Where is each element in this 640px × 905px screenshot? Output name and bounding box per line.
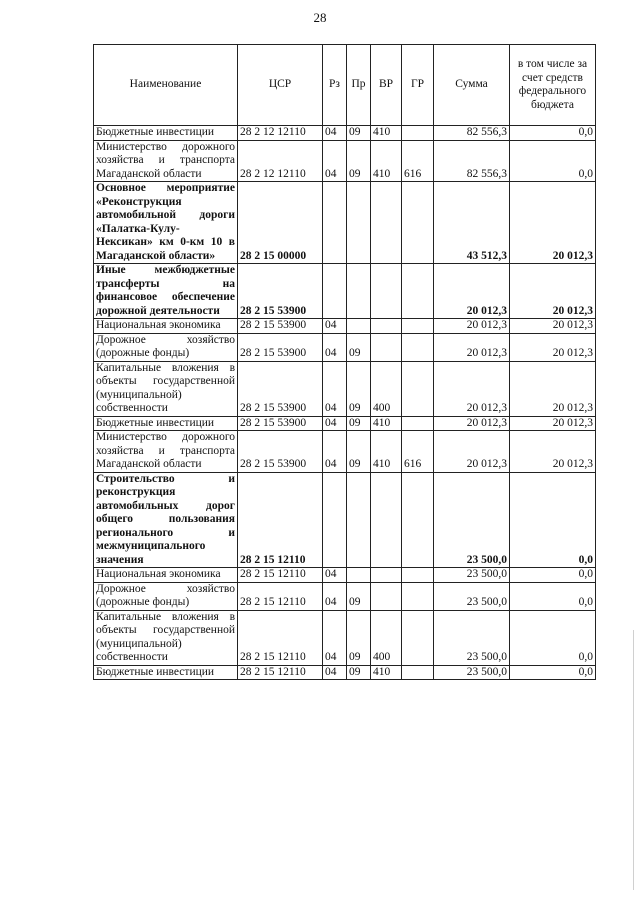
cell-csr: 28 2 15 12110 [238,472,323,568]
header-name: Наименование [94,45,238,126]
cell-gr [402,665,434,680]
cell-rz: 04 [323,416,347,431]
header-sum: Сумма [434,45,510,126]
header-gr: ГР [402,45,434,126]
cell-federal: 0,0 [510,582,596,610]
cell-rz: 04 [323,665,347,680]
cell-csr: 28 2 15 53900 [238,431,323,473]
header-vr: ВР [371,45,402,126]
cell-federal: 0,0 [510,140,596,182]
cell-federal: 0,0 [510,665,596,680]
cell-gr [402,582,434,610]
cell-sum: 20 012,3 [434,264,510,319]
cell-sum: 20 012,3 [434,416,510,431]
cell-csr: 28 2 15 53900 [238,361,323,416]
header-rz: Рз [323,45,347,126]
table-row [94,126,596,141]
cell-csr: 28 2 15 12110 [238,610,323,665]
cell-csr: 28 2 15 53900 [238,264,323,319]
cell-name: Министерство дорожного хозяйства и транспорта Магаданской области [94,431,238,473]
header-pr: Пр [347,45,371,126]
table-row [94,665,596,680]
cell-name: Дорожное хозяйство (дорожные фонды) [94,582,238,610]
cell-pr [347,568,371,583]
cell-rz: 04 [323,568,347,583]
cell-federal: 20 012,3 [510,361,596,416]
cell-pr: 09 [347,333,371,361]
table-row [94,319,596,334]
cell-sum: 20 012,3 [434,431,510,473]
cell-rz [323,472,347,568]
budget-table [93,44,596,680]
cell-csr: 28 2 15 00000 [238,182,323,264]
header-row [94,45,596,126]
cell-rz: 04 [323,140,347,182]
cell-name: Капитальные вложения в объекты государственной (муниципальной) собственности [94,610,238,665]
cell-federal: 20 012,3 [510,333,596,361]
cell-sum: 82 556,3 [434,140,510,182]
cell-csr: 28 2 12 12110 [238,140,323,182]
cell-federal: 20 012,3 [510,319,596,334]
cell-name: Строительство и реконструкция автомобильных дорог общего пользования регионального и межмуниципального значения [94,472,238,568]
cell-rz: 04 [323,333,347,361]
table-row [94,472,596,568]
cell-vr: 410 [371,126,402,141]
cell-rz [323,182,347,264]
cell-vr: 400 [371,361,402,416]
cell-federal: 0,0 [510,610,596,665]
cell-sum: 23 500,0 [434,610,510,665]
cell-csr: 28 2 15 12110 [238,582,323,610]
cell-pr [347,264,371,319]
cell-federal: 0,0 [510,472,596,568]
cell-pr [347,472,371,568]
cell-pr: 09 [347,361,371,416]
cell-vr [371,333,402,361]
cell-sum: 43 512,3 [434,182,510,264]
cell-sum: 23 500,0 [434,472,510,568]
cell-federal: 0,0 [510,568,596,583]
table-row [94,568,596,583]
cell-name: Национальная экономика [94,319,238,334]
cell-csr: 28 2 15 12110 [238,568,323,583]
cell-name: Бюджетные инвестиции [94,665,238,680]
cell-vr [371,472,402,568]
cell-csr: 28 2 15 12110 [238,665,323,680]
cell-name: Дорожное хозяйство (дорожные фонды) [94,333,238,361]
cell-rz: 04 [323,610,347,665]
header-federal: в том числе за счет средств федерального бюджета [510,45,596,126]
cell-vr [371,568,402,583]
cell-pr: 09 [347,582,371,610]
cell-csr: 28 2 15 53900 [238,416,323,431]
cell-vr [371,182,402,264]
cell-csr: 28 2 15 53900 [238,319,323,334]
cell-gr [402,333,434,361]
table-row [94,431,596,473]
cell-gr: 616 [402,431,434,473]
cell-gr: 616 [402,140,434,182]
cell-name: Бюджетные инвестиции [94,126,238,141]
cell-sum: 20 012,3 [434,361,510,416]
cell-gr [402,416,434,431]
header-csr: ЦСР [238,45,323,126]
cell-sum: 23 500,0 [434,665,510,680]
table-row [94,610,596,665]
page-number: 28 [313,10,327,25]
cell-sum: 23 500,0 [434,568,510,583]
table-row [94,140,596,182]
cell-pr: 09 [347,610,371,665]
cell-gr [402,568,434,583]
cell-rz: 04 [323,361,347,416]
cell-vr: 410 [371,431,402,473]
cell-rz: 04 [323,431,347,473]
cell-vr: 410 [371,665,402,680]
cell-rz: 04 [323,582,347,610]
cell-gr [402,319,434,334]
cell-pr [347,319,371,334]
cell-sum: 20 012,3 [434,333,510,361]
cell-vr [371,264,402,319]
cell-federal: 20 012,3 [510,416,596,431]
cell-vr: 410 [371,140,402,182]
cell-vr: 410 [371,416,402,431]
table-row [94,264,596,319]
cell-federal: 20 012,3 [510,264,596,319]
cell-name: Министерство дорожного хозяйства и транспорта Магаданской области [94,140,238,182]
cell-sum: 82 556,3 [434,126,510,141]
scan-edge-line [633,630,634,890]
cell-sum: 20 012,3 [434,319,510,334]
cell-csr: 28 2 15 53900 [238,333,323,361]
cell-gr [402,182,434,264]
cell-federal: 20 012,3 [510,431,596,473]
cell-pr: 09 [347,140,371,182]
cell-pr: 09 [347,416,371,431]
table-row [94,182,596,264]
table-row [94,333,596,361]
cell-vr [371,582,402,610]
cell-gr [402,361,434,416]
cell-pr: 09 [347,431,371,473]
cell-federal: 20 012,3 [510,182,596,264]
cell-csr: 28 2 12 12110 [238,126,323,141]
cell-name: Национальная экономика [94,568,238,583]
table-row [94,582,596,610]
cell-sum: 23 500,0 [434,582,510,610]
cell-rz: 04 [323,319,347,334]
cell-pr: 09 [347,665,371,680]
cell-federal: 0,0 [510,126,596,141]
cell-vr [371,319,402,334]
table-row [94,361,596,416]
cell-gr [402,472,434,568]
cell-name: Иные межбюджетные трансферты на финансовое обеспечение дорожной деятельности [94,264,238,319]
cell-vr: 400 [371,610,402,665]
cell-rz [323,264,347,319]
cell-name: Капитальные вложения в объекты государственной (муниципальной) собственности [94,361,238,416]
cell-pr: 09 [347,126,371,141]
cell-rz: 04 [323,126,347,141]
cell-gr [402,126,434,141]
cell-gr [402,610,434,665]
cell-name: Бюджетные инвестиции [94,416,238,431]
cell-pr [347,182,371,264]
cell-gr [402,264,434,319]
table-body [94,126,596,680]
table-row [94,416,596,431]
cell-name: Основное мероприятие «Реконструкция автомобильной дороги «Палатка-Кулу-Нексикан» км 0-км 10 в Магаданской области» [94,182,238,264]
